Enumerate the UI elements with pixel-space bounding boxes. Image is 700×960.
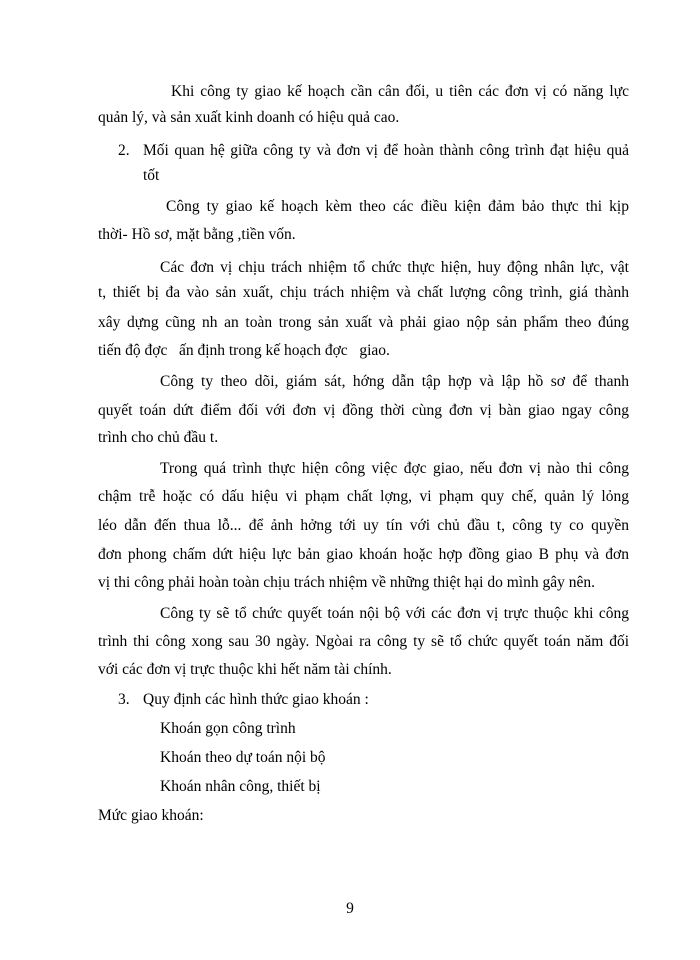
paragraph-3-line-1: Các đơn vị chịu trách nhiệm tổ chức thực hiện, huy động nhân lực, vật	[160, 259, 629, 276]
paragraph-1-line-2: quản lý, và sản xuất kinh doanh có hiệu quả cao.	[98, 109, 400, 126]
item-2-heading-line-2: tốt	[143, 167, 160, 184]
paragraph-2-line-2: thời- Hồ sơ, mặt bằng ,tiền vốn.	[98, 226, 296, 243]
paragraph-6-line-2: trình thi công xong sau 30 ngày. Ngòai ra công ty sẽ tổ chức quyết toán năm đối	[98, 633, 629, 650]
paragraph-5-line-5: vị thi công phải hoàn toàn chịu trách nhiệm về những thiệt hại do mình gây nên.	[98, 574, 595, 591]
paragraph-2-line-1: Công ty giao kế hoạch kèm theo các điều kiện đảm bảo thực thi kịp	[166, 198, 629, 215]
paragraph-1-line-1: Khi công ty giao kế hoạch cần cân đối, u tiên các đơn vị có năng lực	[171, 83, 629, 100]
paragraph-6-line-1: Công ty sẽ tổ chức quyết toán nội bộ với các đơn vị trực thuộc khi công	[160, 605, 629, 622]
paragraph-4-line-2: quyết toán dứt điểm đối với đơn vị đồng thời cùng đơn vị bàn giao ngay công	[98, 402, 629, 419]
closing-line: Mức giao khoán:	[98, 807, 204, 824]
item-3-heading: Quy định các hình thức giao khoán :	[143, 691, 369, 708]
item-2-heading-line-1: Mối quan hệ giữa công ty và đơn vị để hoàn thành công trình đạt hiệu quả	[143, 142, 629, 159]
paragraph-4-line-1: Công ty theo dõi, giám sát, hớng dẫn tập hợp và lập hồ sơ để thanh	[160, 373, 629, 390]
page-number: 9	[346, 900, 354, 917]
paragraph-3-line-2: t, thiết bị đa vào sản xuất, chịu trách nhiệm và chất lượng công trình, giá thành	[98, 284, 629, 301]
paragraph-5-line-2: chậm trễ hoặc có dấu hiệu vi phạm chất lợng, vi phạm quy chế, quản lý lỏng	[98, 488, 629, 505]
list-item: Khoán gọn công trình	[160, 720, 296, 737]
paragraph-5-line-4: đơn phong chấm dứt hiệu lực bản giao khoán hoặc hợp đồng giao B phụ và đơn	[98, 546, 629, 563]
list-number-3: 3.	[118, 691, 130, 708]
paragraph-3-line-4: tiến độ đợc ấn định trong kế hoạch đợc giao.	[98, 342, 390, 359]
list-item: Khoán theo dự toán nội bộ	[160, 749, 326, 766]
paragraph-3-line-3: xây dựng cũng nh an toàn trong sản xuất và phải giao nộp sản phẩm theo đúng	[98, 314, 629, 331]
paragraph-5-line-1: Trong quá trình thực hiện công việc đợc giao, nếu đơn vị nào thi công	[160, 460, 629, 477]
paragraph-4-line-3: trình cho chủ đầu t.	[98, 429, 219, 446]
paragraph-5-line-3: léo dẫn đến thua lỗ... để ảnh hởng tới uy tín với chủ đầu t, công ty co quyền	[98, 517, 629, 534]
paragraph-6-line-3: với các đơn vị trực thuộc khi hết năm tài chính.	[98, 661, 392, 678]
list-item: Khoán nhân công, thiết bị	[160, 778, 321, 795]
list-number-2: 2.	[118, 142, 130, 159]
